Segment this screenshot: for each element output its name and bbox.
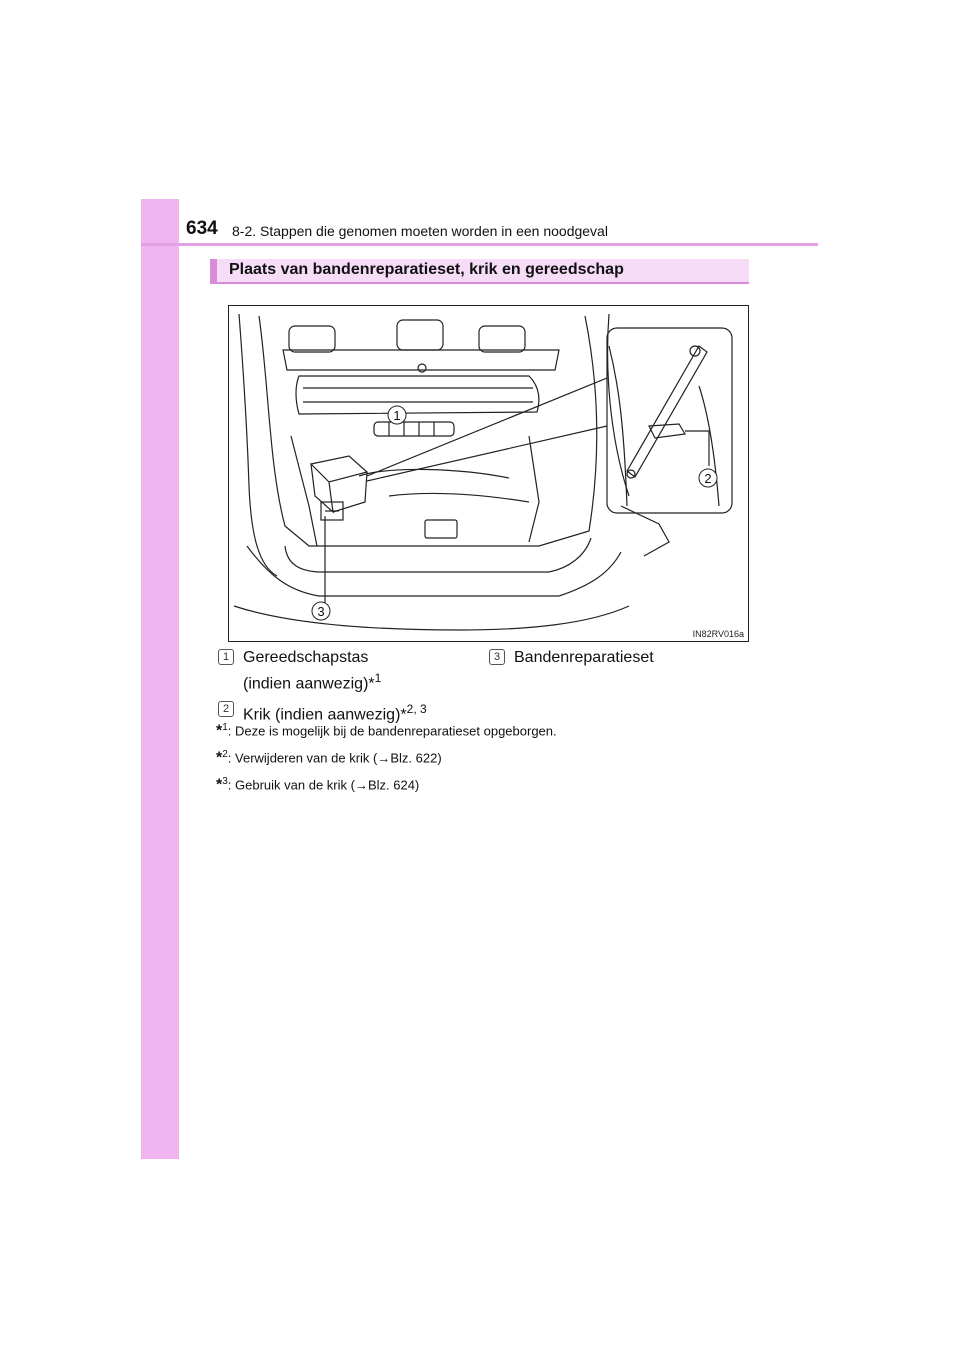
footnote-1-text: : Deze is mogelijk bij de bandenreparatieset opgeborgen. [227,723,557,739]
callout-2-label: 2 [704,471,712,486]
header-rule [141,243,818,246]
callout-3-label: 3 [317,604,325,619]
section-heading [210,259,749,284]
footnote-2-text: : Verwijderen van de krik ( [227,750,378,766]
footnote-2-ref-link[interactable]: Blz. 622) [390,750,442,766]
trunk-line-drawing [229,306,749,642]
legend-badge-2: 2 [218,701,234,717]
footnote-2 [216,749,442,767]
trunk-illustration [228,305,749,642]
footnote-3-sup: 3 [222,776,228,787]
footnote-3-ref-link[interactable]: Blz. 624) [367,777,420,793]
footnote-1-star: * [216,722,223,740]
footnote-3-star: * [216,776,223,794]
legend-item-2-sup: 2, 3 [406,702,427,716]
legend-item-3-text: Bandenreparatieset [514,649,654,666]
legend-badge-1: 1 [218,649,234,665]
footnote-3-arrow-icon: → [354,777,368,793]
chapter-side-bar [141,199,179,1159]
legend-item-2-star: * [400,706,407,724]
footnote-2-star: * [216,749,223,767]
chapter-title: 8-2. Stappen die genomen moeten worden in een noodgeval [232,223,608,239]
legend-item-1 [243,647,381,694]
footnote-2-sup: 2 [222,749,228,760]
legend-item-2-text: Krik (indien aanwezig) [243,706,401,724]
legend-item-1-sup: 1 [374,671,382,685]
footnote-1 [216,722,557,740]
legend-item-3 [514,647,654,668]
section-title: Plaats van bandenreparatieset, krik en gereedschap [229,261,624,278]
footnote-1-sup: 1 [222,722,228,733]
legend-item-1-line1: Gereedschapstas [243,649,369,666]
footnote-3 [216,776,419,794]
legend-item-1-star: * [368,675,375,693]
footnote-2-arrow-icon: → [377,750,391,766]
legend-badge-3: 3 [489,649,505,665]
callout-1-label: 1 [393,408,401,423]
illustration-code: IN82RV016a [692,629,744,639]
page-number: 634 [186,218,218,239]
legend-item-1-line2: (indien aanwezig) [243,675,369,693]
footnote-3-text: : Gebruik van de krik ( [227,777,355,793]
